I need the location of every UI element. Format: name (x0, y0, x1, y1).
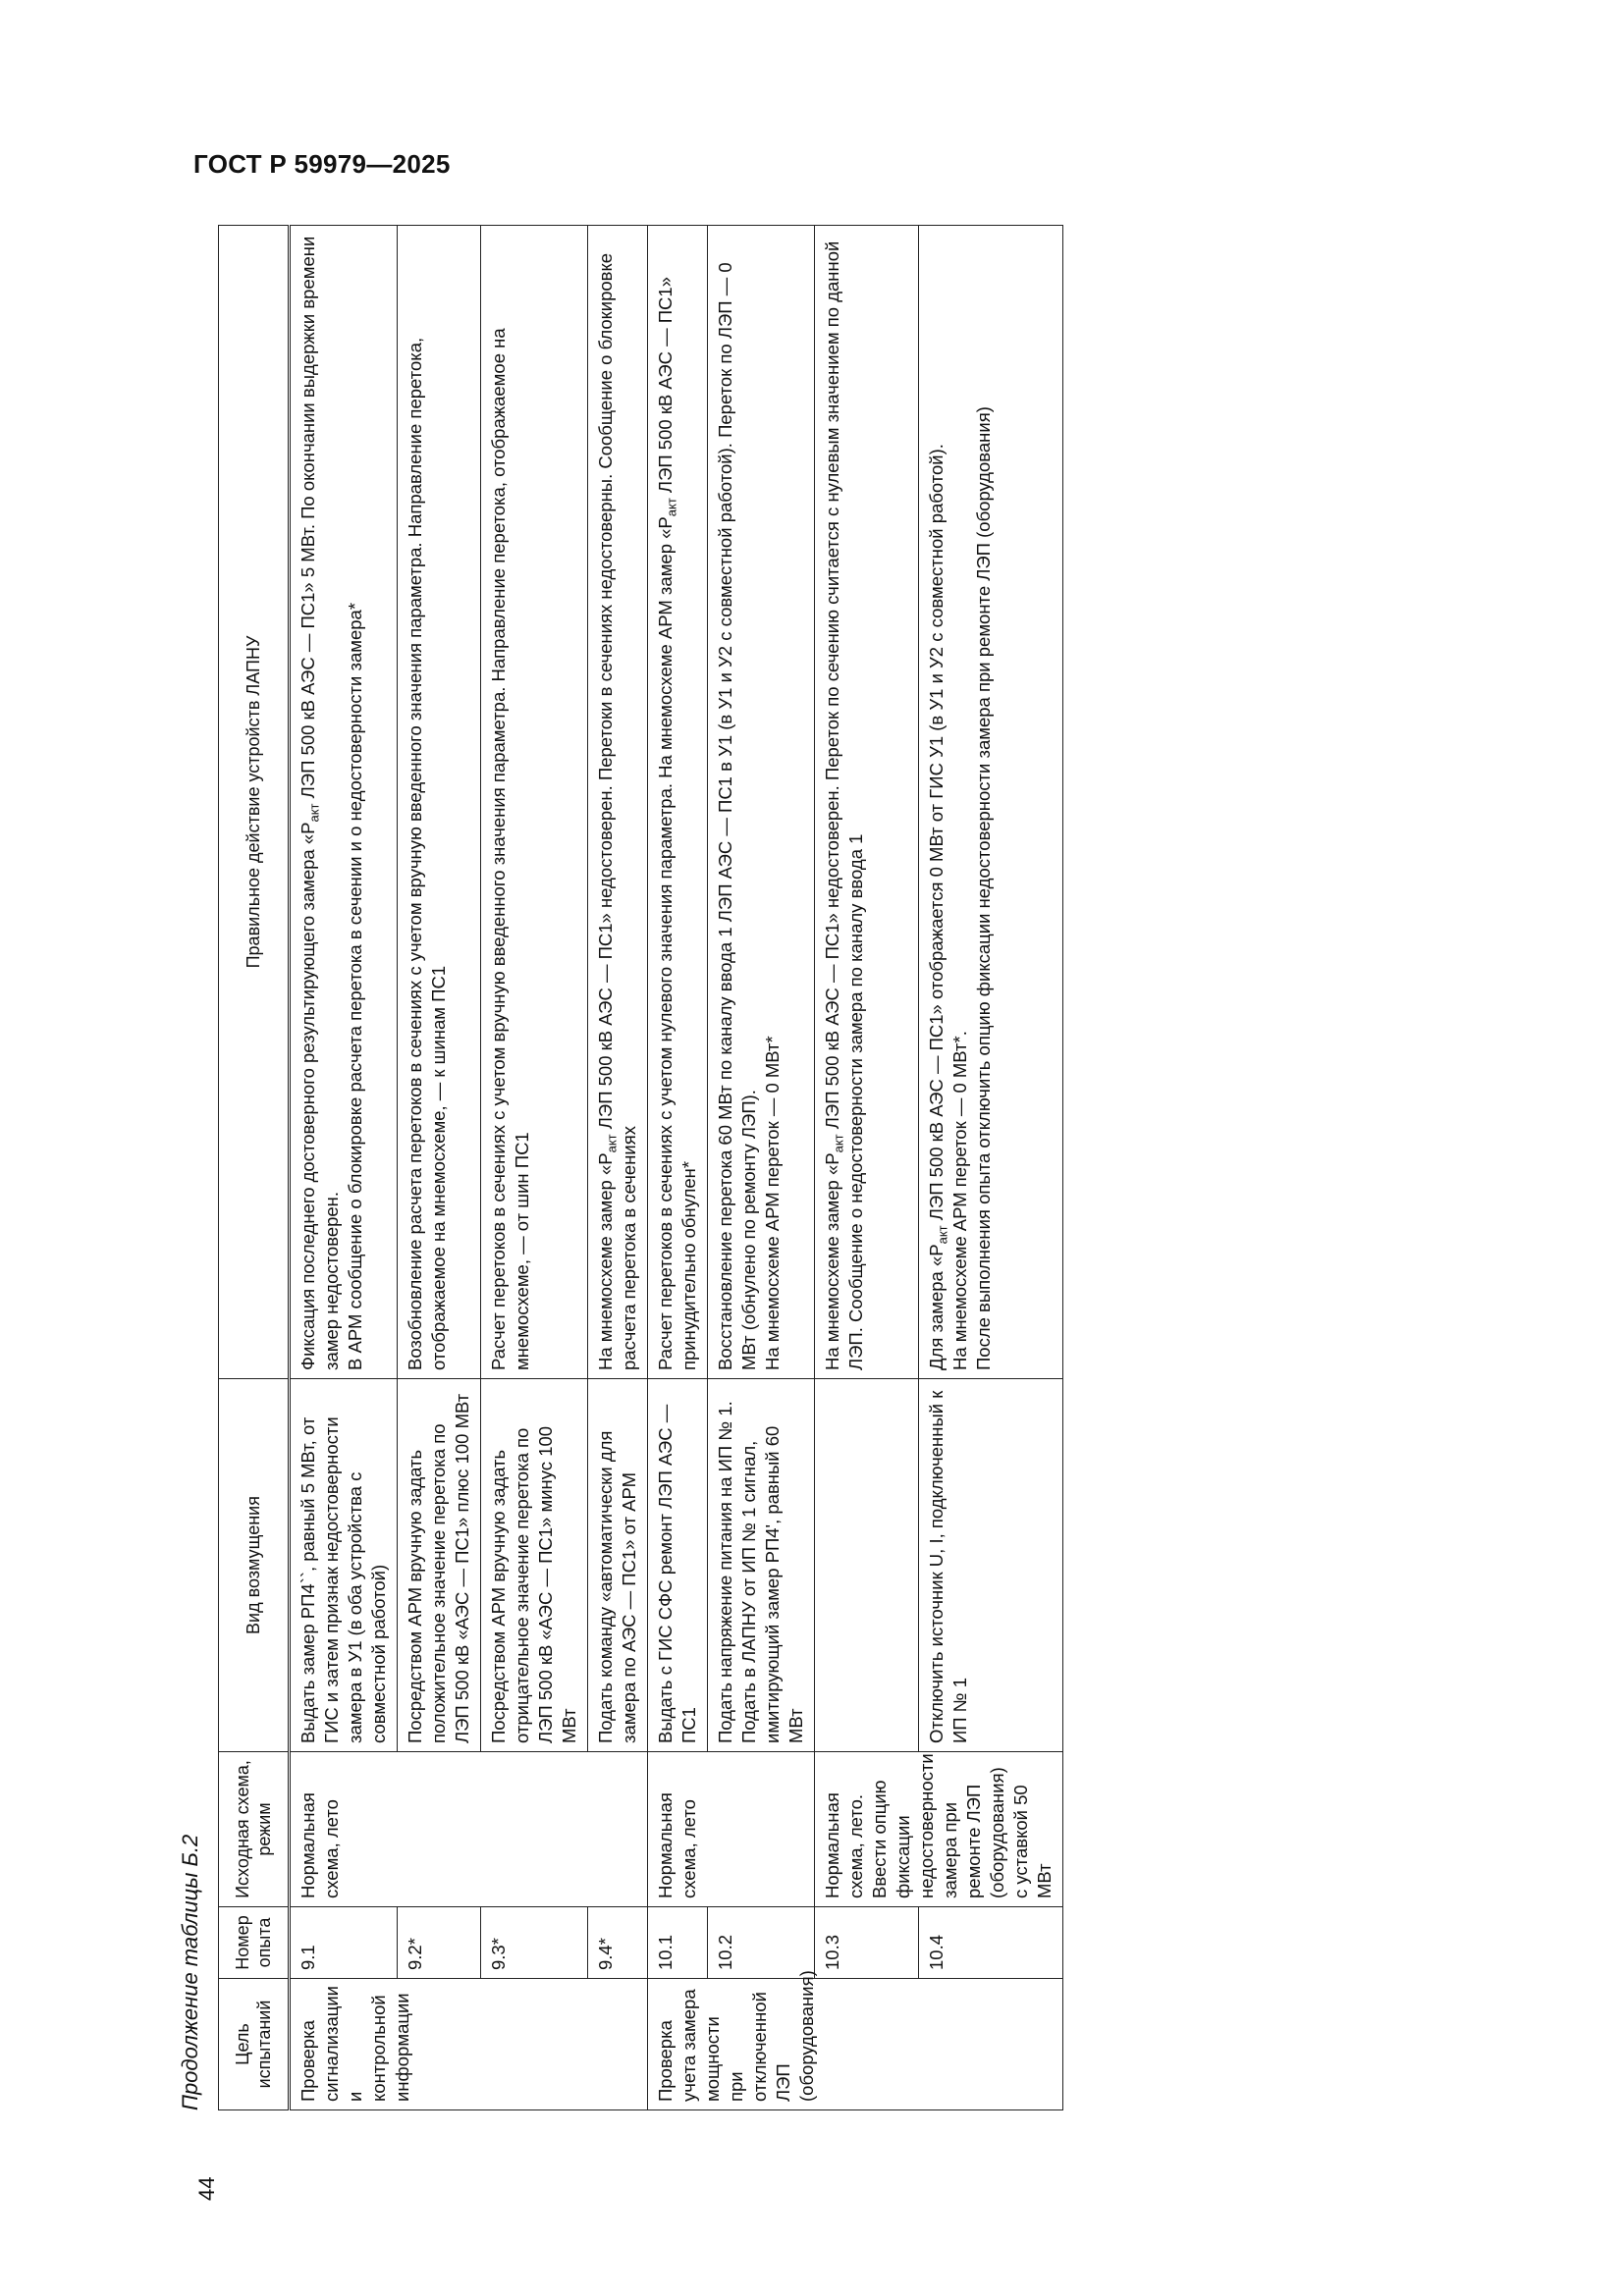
subscript: акт (664, 498, 679, 517)
disturbance-cell: Подать команду «автоматически для замера по АЭС — ПС1» от АРМ (588, 1379, 648, 1752)
test-number: 10.4 (918, 1907, 1062, 1979)
scheme-cell: Нормальная схема, лето. Ввести опцию фиксации недостоверности замера при ремонте ЛЭП (оборудования) с уставкой 50 МВт (815, 1752, 1063, 1907)
column-header: Исходная схема, режим (219, 1752, 290, 1907)
column-header: Вид возмущения (219, 1379, 290, 1752)
action-line: В АРМ сообщение о блокировке расчета перетока в сечении и о недостоверности замера* (345, 602, 365, 1370)
test-number: 9.3* (481, 1907, 588, 1979)
disturbance-cell: Отключить источник U, I, подключенный к ИП № 1 (918, 1379, 1062, 1752)
test-number: 9.1 (290, 1907, 398, 1979)
action-cell: Возобновление расчета перетоков в сечениях с учетом вручную введенного значения параметра. Направление перетока, отображаемое на мнемосхеме, — к шинам ПС1 (398, 226, 481, 1379)
test-number: 10.1 (648, 1907, 708, 1979)
action-text: На мнемосхеме замер «P (595, 1152, 616, 1370)
test-number: 9.4* (588, 1907, 648, 1979)
rotated-page-content (177, 226, 1434, 2201)
action-line: Восстановление перетока 60 МВт по каналу ввода 1 ЛЭП АЭС — ПС1 в У1 (в У1 и У2 с совместной работой). Переток по ЛЭП — 0 МВт (обнулено по ремонту ЛЭП). (715, 262, 759, 1370)
disturbance-cell: Выдать с ГИС СФС ремонт ЛЭП АЭС — ПС1 (648, 1379, 708, 1752)
subscript: акт (604, 1134, 620, 1153)
action-text: Расчет перетоков в сечениях с учетом нулевого значения параметра. На мнемосхеме АРМ замер «P (655, 516, 676, 1370)
action-line: На мнемосхеме АРМ переток — 0 МВт* (762, 1036, 783, 1370)
disturbance-cell (815, 1379, 919, 1752)
action-text: ЛЭП 500 кВ АЭС — ПС1» отображается 0 МВт от ГИС У1 (в У1 и У2 с совместной работой). (925, 444, 947, 1221)
table-header-row (219, 226, 290, 2110)
document-header: ГОСТ Р 59979—2025 (193, 149, 451, 179)
action-text: ЛЭП 500 кВ АЭС — ПС1» недостоверен. Переток по сечению считается с нулевым значением по данной ЛЭП. Сообщение о недостоверности замера по каналу ввода 1 (822, 240, 866, 1370)
disturbance-cell: Выдать замер РП4``, равный 5 МВт, от ГИС и затем признак недостоверности замера в У1 (в оба устройства с совместной работой) (290, 1379, 398, 1752)
action-cell (918, 226, 1062, 1379)
column-header: Номер опыта (219, 1907, 290, 1979)
test-number: 10.2 (708, 1907, 815, 1979)
table-row (290, 226, 398, 2110)
action-text: ЛЭП 500 кВ АЭС — ПС1» принудительно обнулен* (655, 277, 699, 1370)
action-text: Фиксация последнего достоверного результирующего замера «P (298, 822, 318, 1370)
action-line: На мнемосхеме АРМ переток — 0 МВт*. (948, 1031, 970, 1370)
table-row (815, 226, 919, 2110)
purpose-cell: Проверка сигнализации и контрольной информации (290, 1979, 648, 2110)
scheme-cell: Нормальная схема, лето (648, 1752, 815, 1907)
page-number: 44 (194, 2176, 219, 2201)
subscript: акт (306, 803, 322, 823)
action-cell (290, 226, 398, 1379)
action-cell (648, 226, 708, 1379)
action-text: На мнемосхеме замер «P (822, 1152, 842, 1370)
table-row (648, 226, 708, 2110)
disturbance-cell: Посредством АРМ вручную задать отрицательное значение перетока по ЛЭП 500 кВ «АЭС — ПС1» минус 100 МВт (481, 1379, 588, 1752)
action-text: Для замера «P (925, 1244, 947, 1370)
column-header: Цель испытаний (219, 1979, 290, 2110)
test-table (218, 225, 1063, 2110)
action-text: ЛЭП 500 кВ АЭС — ПС1» недостоверен. Перетоки в сечениях недостоверны. Сообщение о блокировке расчета перетока в сечениях (595, 252, 639, 1370)
table-continuation-caption: Продолжение таблицы Б.2 (178, 1834, 202, 2110)
column-header: Правильное действие устройств ЛАПНУ (219, 226, 290, 1379)
disturbance-cell: Посредством АРМ вручную задать положительное значение перетока по ЛЭП 500 кВ «АЭС — ПС1» плюс 100 МВт (398, 1379, 481, 1752)
disturbance-cell: Подать напряжение питания на ИП № 1. Подать в ЛАПНУ от ИП № 1 сигнал, имитирующий замер РП4', равный 60 МВт (708, 1379, 815, 1752)
scheme-cell: Нормальная схема, лето (290, 1752, 648, 1907)
action-cell (815, 226, 919, 1379)
action-cell (588, 226, 648, 1379)
action-cell: Расчет перетоков в сечениях с учетом вручную введенного значения параметра. Направление перетока, отображаемое на мнемосхеме, — от шин ПС1 (481, 226, 588, 1379)
test-number: 9.2* (398, 1907, 481, 1979)
test-number: 10.3 (815, 1907, 919, 1979)
action-line: После выполнения опыта отключить опцию фиксации недостоверности замера при ремонте ЛЭП (оборудования) (972, 406, 994, 1370)
purpose-cell: Проверка учета замера мощности при отключенной ЛЭП (оборудования) (648, 1979, 1063, 2110)
action-text: ЛЭП 500 кВ АЭС — ПС1» 5 МВт. По окончании выдержки времени замер недостоверен. (298, 236, 342, 1370)
subscript: акт (935, 1225, 950, 1245)
action-cell (708, 226, 815, 1379)
subscript: акт (831, 1134, 846, 1153)
